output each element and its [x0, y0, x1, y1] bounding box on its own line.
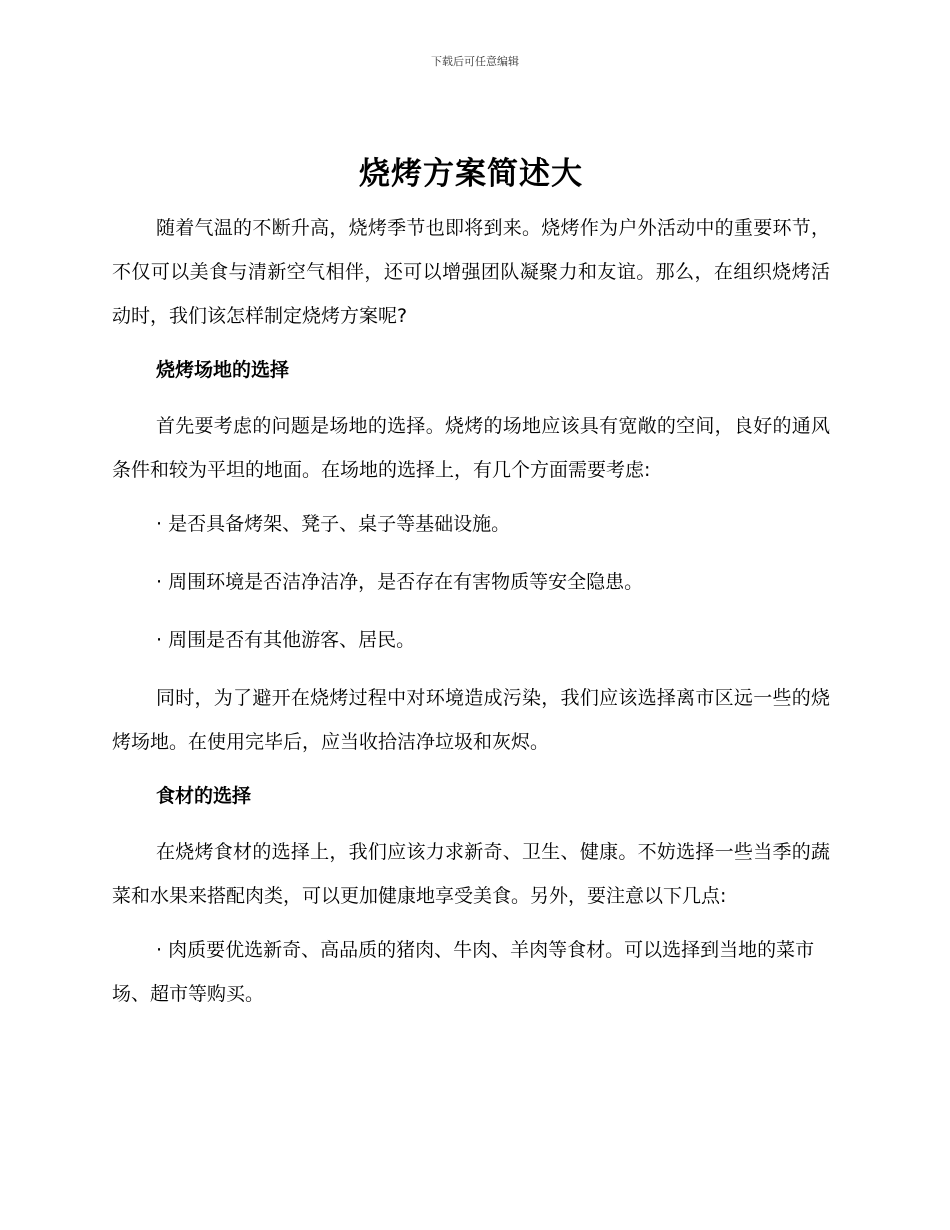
document-title: 烧烤方案简述大 — [359, 156, 583, 192]
section-heading-venue: 烧烤场地的选择 — [156, 359, 290, 381]
document-body — [112, 150, 830, 1030]
venue-bullet-item: · 周围环境是否洁净洁净，是否存在有害物质等安全隐患。 — [156, 571, 644, 593]
venue-bullet-item: · 周围是否有其他游客、居民。 — [156, 629, 416, 651]
page-header: 下载后可任意编辑 — [431, 55, 519, 68]
venue-closing-paragraph: 同时，为了避开在烧烤过程中对环境造成污染，我们应该选择离市区远一些的烧烤场地。在使用完毕后，应当收拾洁净垃圾和灰烬。 — [112, 687, 830, 753]
venue-paragraph: 首先要考虑的问题是场地的选择。烧烤的场地应该具有宽敞的空间，良好的通风条件和较为平坦的地面。在场地的选择上，有几个方面需要考虑: — [112, 415, 830, 481]
venue-bullet-item: · 是否具备烤架、凳子、桌子等基础设施。 — [156, 513, 511, 535]
ingredients-paragraph: 在烧烤食材的选择上，我们应该力求新奇、卫生、健康。不妨选择一些当季的蔬菜和水果来搭配肉类，可以更加健康地享受美食。另外，要注意以下几点: — [112, 841, 830, 907]
intro-paragraph: 随着气温的不断升高，烧烤季节也即将到来。烧烤作为户外活动中的重要环节，不仅可以美食与清新空气相伴，还可以增强团队凝聚力和友谊。那么，在组织烧烤活动时，我们该怎样制定烧烤方案呢? — [112, 217, 830, 327]
section-heading-ingredients: 食材的选择 — [156, 785, 252, 807]
ingredients-bullet-item: · 肉质要优选新奇、高品质的猪肉、牛肉、羊肉等食材。可以选择到当地的菜市场、超市等购买。 — [112, 939, 815, 1005]
